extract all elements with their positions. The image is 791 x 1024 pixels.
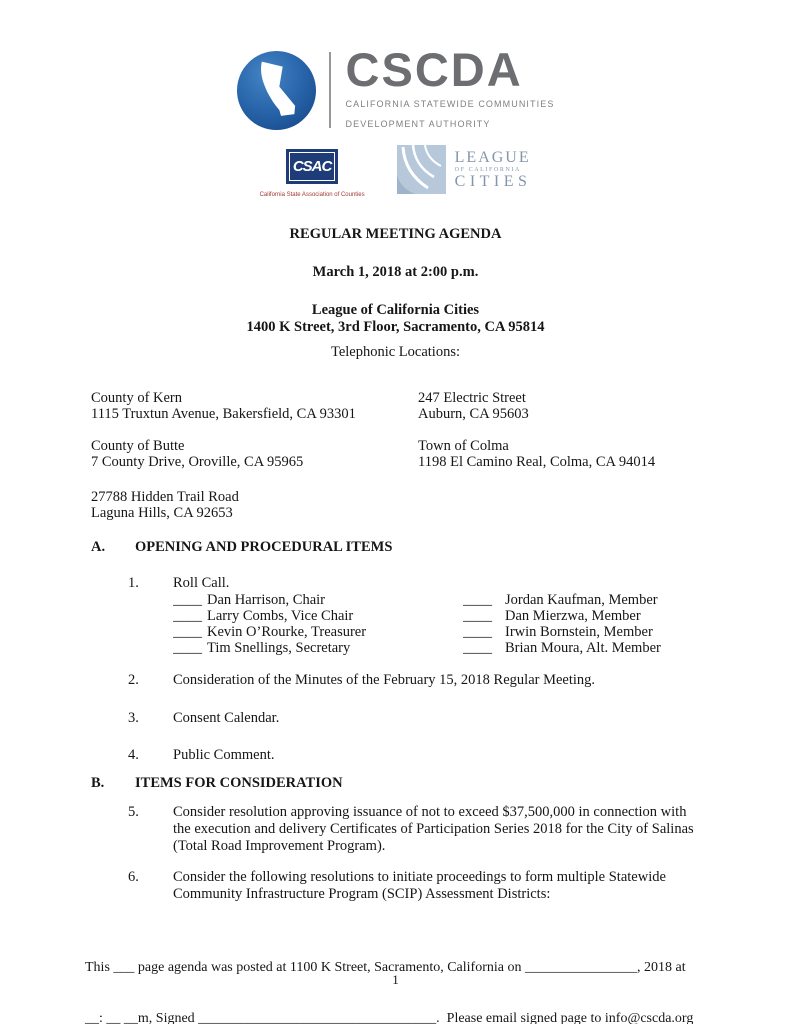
- cscda-acronym: CSCDA: [345, 43, 523, 96]
- location-row-2: [91, 438, 707, 470]
- california-silhouette-icon: [251, 59, 301, 121]
- roll-call-blank: ____: [463, 608, 492, 624]
- league-logo-line1: LEAGUE: [454, 148, 531, 166]
- venue-name: League of California Cities: [311, 302, 480, 318]
- agenda-item-2: [91, 672, 707, 689]
- location-name: 247 Electric Street: [418, 390, 526, 406]
- location-name: County of Kern: [91, 390, 183, 406]
- item-text: Consent Calendar.: [173, 710, 280, 726]
- agenda-item-6: [91, 869, 707, 903]
- roll-call-list: [173, 592, 707, 656]
- csac-logo: [260, 149, 365, 204]
- location-butte: [91, 438, 418, 470]
- meeting-datetime: March 1, 2018 at 2:00 p.m.: [312, 264, 479, 280]
- location-address: Auburn, CA 95603: [418, 406, 529, 422]
- item-number: 4.: [128, 747, 139, 763]
- agenda-body: [91, 390, 707, 903]
- agenda-item-3: [91, 710, 707, 727]
- california-state-icon: [237, 51, 316, 130]
- location-empty: [418, 489, 707, 521]
- section-letter: B.: [91, 775, 105, 791]
- roll-call-row: [173, 592, 707, 608]
- location-colma: [418, 438, 707, 470]
- location-name: Town of Colma: [418, 438, 509, 454]
- csac-logo-box: [286, 149, 338, 184]
- page-number: 1: [392, 972, 399, 987]
- logo-divider: [329, 52, 331, 128]
- roll-call-name: Dan Mierzwa, Member: [505, 608, 641, 624]
- location-address: 1198 El Camino Real, Colma, CA 94014: [418, 454, 656, 470]
- cscda-tagline-line1: CALIFORNIA STATEWIDE COMMUNITIES: [345, 99, 555, 109]
- section-title: ITEMS FOR CONSIDERATION: [135, 775, 343, 791]
- item-text: Public Comment.: [173, 747, 275, 763]
- section-letter: A.: [91, 539, 106, 555]
- location-address: Laguna Hills, CA 92653: [91, 505, 233, 521]
- agenda-item-4: [91, 747, 707, 764]
- item-number: 5.: [128, 804, 139, 820]
- roll-call-row: [173, 640, 707, 656]
- cscda-logo-text: [345, 43, 555, 133]
- item-text: Consider the following resolutions to initiate proceedings to form multiple Statewide Community Infrastructure Program (SCIP) Assessment Districts:: [173, 869, 666, 902]
- league-logo-text: [455, 150, 532, 190]
- league-logo-line3: CITIES: [454, 172, 532, 190]
- agenda-item-1: [91, 575, 707, 592]
- location-laguna-hills: [91, 489, 418, 521]
- roll-call-name: Tim Snellings, Secretary: [207, 640, 351, 656]
- item-text: Consideration of the Minutes of the February 15, 2018 Regular Meeting.: [173, 672, 596, 688]
- section-b-heading: [91, 775, 707, 792]
- posting-note-line2: __: __ __m, Signed __________________________________. Please email signed page to info@cscda.org: [85, 1011, 694, 1024]
- roll-call-blank: ____: [173, 592, 202, 608]
- item-number: 1.: [128, 575, 139, 591]
- roll-call-blank: ____: [173, 624, 202, 640]
- cscda-tagline-line2: DEVELOPMENT AUTHORITY: [345, 119, 491, 129]
- roll-call-name: Jordan Kaufman, Member: [505, 592, 658, 608]
- roll-call-blank: ____: [463, 592, 492, 608]
- csac-logo-caption: California State Association of Counties: [259, 192, 365, 198]
- meeting-venue: [0, 302, 791, 336]
- item-number: 2.: [128, 672, 139, 688]
- roll-call-name: Larry Combs, Vice Chair: [207, 608, 354, 624]
- posting-note-line1: This ___ page agenda was posted at 1100 K Street, Sacramento, California on ________________, 2018 at: [85, 960, 686, 975]
- meeting-title: REGULAR MEETING AGENDA: [289, 226, 502, 242]
- location-address: 7 County Drive, Oroville, CA 95965: [91, 454, 304, 470]
- location-name: 27788 Hidden Trail Road: [91, 489, 239, 505]
- location-name: County of Butte: [91, 438, 185, 454]
- telephonic-locations-label: Telephonic Locations:: [330, 344, 461, 360]
- cscda-logo: [0, 0, 791, 133]
- roll-call-blank: ____: [463, 624, 492, 640]
- roll-call-name: Brian Moura, Alt. Member: [505, 640, 661, 656]
- section-title: OPENING AND PROCEDURAL ITEMS: [135, 539, 393, 555]
- item-text: Consider resolution approving issuance of not to exceed $37,500,000 in connection with the execution and delivery Certificates of Participation Series 2018 for the City of Salinas (Total Road Improvement Program).: [173, 804, 694, 854]
- venue-address: 1400 K Street, 3rd Floor, Sacramento, CA 95814: [246, 319, 545, 335]
- roll-call-name: Irwin Bornstein, Member: [505, 624, 653, 640]
- roll-call-row: [173, 624, 707, 640]
- item-number: 6.: [128, 869, 139, 885]
- league-of-california-cities-logo: [397, 145, 532, 194]
- league-swoosh-icon: [397, 145, 446, 194]
- location-auburn: [418, 390, 707, 422]
- roll-call-blank: ____: [173, 640, 202, 656]
- roll-call-name: Kevin O’Rourke, Treasurer: [207, 624, 367, 640]
- item-number: 3.: [128, 710, 139, 726]
- csac-logo-text: CSAC: [292, 158, 332, 175]
- roll-call-blank: ____: [463, 640, 492, 656]
- agenda-item-5: [91, 804, 707, 855]
- section-a-heading: [91, 539, 707, 556]
- league-logo-line2: OF CALIFORNIA: [454, 166, 521, 173]
- location-kern: [91, 390, 418, 422]
- roll-call-row: [173, 608, 707, 624]
- partner-logos: [0, 145, 791, 199]
- location-row-1: [91, 390, 707, 422]
- item-text: Roll Call.: [173, 575, 230, 591]
- location-address: 1115 Truxtun Avenue, Bakersfield, CA 93301: [91, 406, 356, 422]
- roll-call-name: Dan Harrison, Chair: [207, 592, 325, 608]
- location-row-3: [91, 489, 707, 521]
- roll-call-blank: ____: [173, 608, 202, 624]
